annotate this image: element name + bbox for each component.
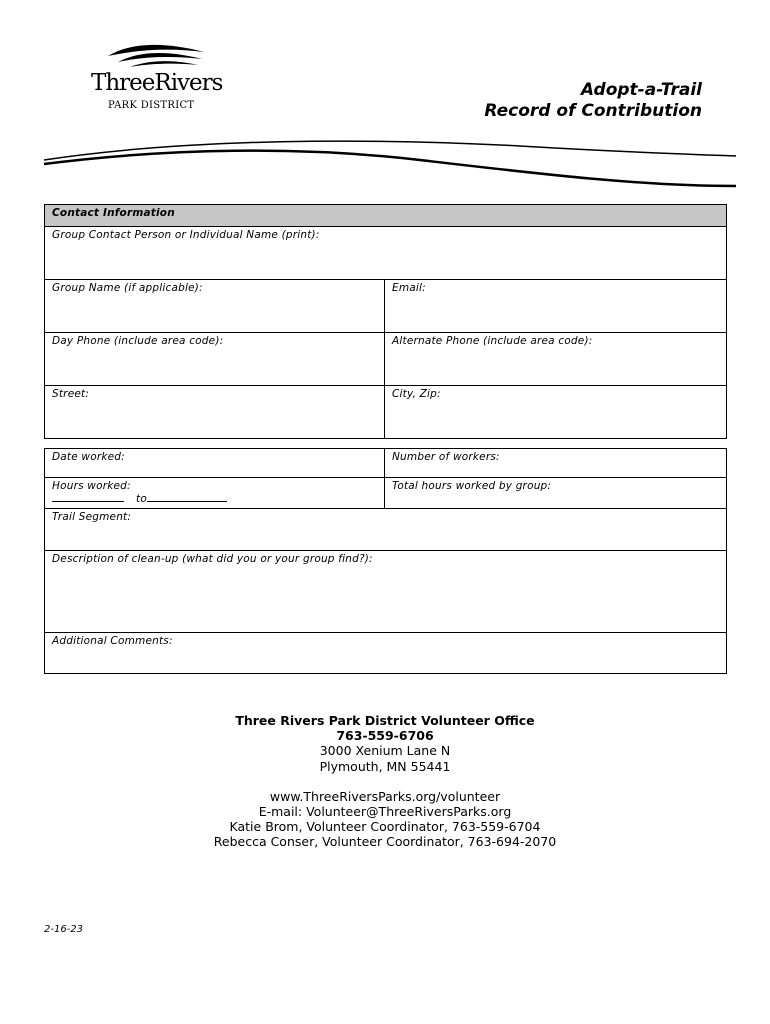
day-phone-field[interactable]: Day Phone (include area code): (45, 333, 385, 386)
to-label: to (136, 493, 147, 505)
title-line-1: Adopt-a-Trail (580, 80, 702, 100)
start-time-blank (52, 501, 124, 502)
group-name-field[interactable]: Group Name (if applicable): (45, 280, 385, 333)
trail-segment-field[interactable]: Trail Segment: (45, 509, 727, 551)
coordinator-1: Katie Brom, Volunteer Coordinator, 763-559-6704 (229, 819, 541, 835)
alternate-phone-field[interactable]: Alternate Phone (include area code): (385, 333, 727, 386)
number-of-workers-field[interactable]: Number of workers: (385, 449, 727, 478)
office-phone: 763-559-6706 (336, 728, 434, 744)
hours-worked-label: Hours worked: (52, 480, 131, 492)
hours-range-line (52, 493, 377, 506)
coordinator-2: Rebecca Conser, Volunteer Coordinator, 763-694-2070 (213, 834, 557, 850)
date-worked-field[interactable]: Date worked: (45, 449, 385, 478)
additional-comments-field[interactable]: Additional Comments: (45, 633, 727, 674)
office-email[interactable]: E-mail: Volunteer@ThreeRiversParks.org (258, 804, 512, 820)
email-field[interactable]: Email: (385, 280, 727, 333)
swoosh-divider (40, 130, 740, 192)
three-rivers-logo (88, 40, 228, 116)
office-address-2: Plymouth, MN 55441 (319, 758, 451, 774)
end-time-blank (147, 501, 227, 502)
revision-date: 2-16-23 (44, 924, 84, 935)
title-line-2: Record of Contribution (484, 101, 702, 121)
city-zip-field[interactable]: City, Zip: (385, 386, 727, 439)
office-address-1: 3000 Xenium Lane N (319, 743, 451, 759)
work-record-table (44, 448, 727, 674)
cleanup-description-field[interactable]: Description of clean-up (what did you or your group find?): (45, 551, 727, 633)
form-title (484, 80, 702, 122)
logo-subtitle: PARK DISTRICT (108, 100, 195, 111)
contact-information-table (44, 204, 727, 439)
office-website[interactable]: www.ThreeRiversParks.org/volunteer (269, 788, 501, 804)
river-waves-icon (106, 40, 206, 70)
hours-worked-field[interactable] (45, 478, 385, 509)
street-field[interactable]: Street: (45, 386, 385, 439)
group-contact-field[interactable]: Group Contact Person or Individual Name (print): (45, 227, 727, 280)
office-name: Three Rivers Park District Volunteer Office (235, 713, 535, 728)
contact-information-header: Contact Information (45, 205, 727, 227)
logo-name: ThreeRivers (91, 70, 223, 96)
total-hours-field[interactable]: Total hours worked by group: (385, 478, 727, 509)
volunteer-office-info (0, 713, 770, 850)
